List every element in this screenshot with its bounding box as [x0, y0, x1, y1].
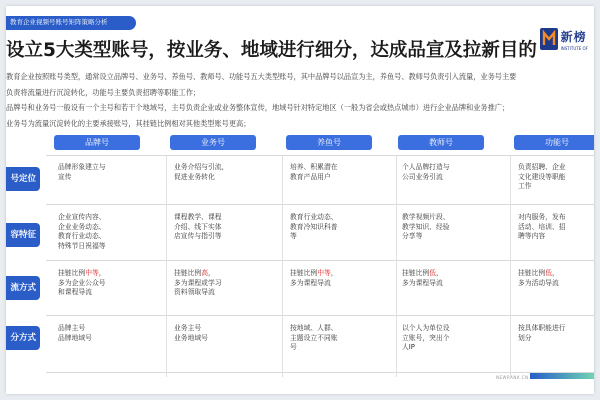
cell-text: 按地域、人群、 — [290, 324, 338, 332]
newrank-logo — [540, 28, 588, 51]
table-cell — [402, 213, 488, 242]
cell-line — [402, 232, 488, 242]
cell-line — [518, 163, 594, 173]
cell-line — [58, 288, 144, 298]
cell-line — [402, 213, 488, 223]
cell-text: 负责招聘、企业 — [518, 163, 566, 171]
logo-name: 新榜 — [560, 30, 587, 44]
cell-line — [518, 232, 594, 242]
cell-line — [174, 223, 260, 233]
table-cell — [402, 324, 488, 353]
cell-line — [402, 173, 488, 183]
cell-line — [518, 279, 594, 289]
table-cell — [518, 213, 594, 242]
cell-line — [174, 288, 260, 298]
cell-text: 等 — [290, 232, 297, 240]
cell-line — [174, 269, 260, 279]
cell-text: ， — [551, 269, 559, 277]
cell-text: 对内服务，发布 — [518, 213, 566, 221]
column-divider — [396, 155, 397, 377]
table-cell — [518, 324, 594, 343]
row-label: 流方式 — [6, 276, 40, 300]
highlight-ratio: 中等 — [85, 269, 99, 277]
cell-text: 品牌形象建立与 — [58, 163, 106, 171]
cell-line — [174, 163, 260, 173]
cell-text: 培养、积累潜在 — [290, 163, 338, 171]
column-divider — [510, 155, 511, 377]
table-cell — [174, 269, 260, 298]
cell-line — [174, 213, 260, 223]
table-cell — [290, 213, 376, 242]
column-header: 业务号 — [170, 135, 256, 150]
cell-line — [174, 232, 260, 242]
cell-text: 挂链比例 — [174, 269, 202, 277]
cell-line — [402, 223, 488, 233]
cell-line — [518, 213, 594, 223]
cell-line — [58, 334, 144, 344]
cell-line — [58, 163, 144, 173]
cell-line — [290, 232, 376, 242]
cell-text: 资料领取导流 — [174, 288, 215, 296]
cell-text: 教学知识、经验 — [402, 222, 450, 231]
table-cell — [174, 324, 260, 343]
cell-line — [58, 232, 144, 242]
cell-line — [518, 324, 594, 334]
cell-text: 企业宣传内容、 — [58, 213, 106, 221]
column-header: 品牌号 — [54, 135, 140, 150]
cell-text: 促进业务转化 — [174, 172, 215, 181]
cell-line — [402, 269, 488, 279]
table-cell — [290, 163, 376, 182]
table-cell — [290, 269, 376, 288]
cell-line — [518, 269, 594, 279]
header-label: 教育企业视频号账号矩阵策略分析 — [10, 18, 108, 26]
row-divider — [46, 260, 594, 261]
cell-text: 立账号，突出个 — [402, 333, 450, 342]
cell-line — [58, 242, 144, 252]
cell-text: 多为课程或学习 — [174, 278, 222, 287]
table-cell — [518, 269, 594, 288]
highlight-ratio: 高 — [201, 269, 208, 277]
cell-line — [58, 279, 144, 289]
cell-line — [174, 334, 260, 344]
cell-line — [518, 173, 594, 183]
cell-line — [58, 223, 144, 233]
column-header: 教师号 — [398, 135, 484, 150]
cell-text: 业务主号 — [174, 324, 202, 332]
cell-text: 教学视频片段、 — [402, 213, 450, 221]
paragraph-1: 教育企业按照账号类型，通常设立品牌号、业务号、养鱼号、教师号、功能号五大类型账号，其中品牌号以品宣为主，养鱼号、教师号负责引入流量，业务号主要 — [6, 72, 517, 81]
cell-text: 课程教学、课程 — [174, 213, 222, 221]
table-cell — [58, 269, 144, 298]
cell-line — [290, 343, 376, 353]
cell-line — [402, 343, 488, 353]
cell-line — [518, 223, 594, 233]
cell-line — [402, 279, 488, 289]
cell-line — [174, 173, 260, 183]
cell-line — [58, 173, 144, 183]
cell-text: 划分 — [518, 333, 532, 342]
cell-text: 教育产品用户 — [290, 172, 331, 181]
table-cell — [518, 163, 594, 192]
cell-line — [290, 324, 376, 334]
cell-line — [290, 223, 376, 233]
cell-text: 主题设立不同账 — [290, 333, 338, 342]
intro-paragraphs — [6, 72, 594, 134]
cell-text: 教育行业动态、 — [290, 213, 338, 221]
paragraph-4: 业务号为流量沉淀转化的主要承接账号，其挂链比例相对其他类型账号更高； — [6, 118, 251, 128]
slide — [6, 6, 594, 394]
row-divider — [46, 315, 594, 316]
cell-line — [402, 324, 488, 334]
cell-text: 多为课程导流 — [402, 278, 443, 287]
column-header: 养鱼号 — [286, 135, 372, 150]
cell-text: 活动、培训、招 — [518, 222, 566, 231]
cell-text: ， — [435, 269, 443, 277]
row-label: 容特征 — [6, 223, 40, 247]
highlight-ratio: 低 — [429, 269, 436, 277]
cell-line — [290, 269, 376, 279]
cell-text: 挂链比例 — [402, 269, 430, 277]
cell-text: ， — [330, 269, 338, 277]
cell-line — [58, 324, 144, 334]
cell-text: 业务介绍与引流， — [174, 163, 229, 171]
cell-text: 品牌主号 — [58, 324, 86, 332]
cell-text: 特殊节日祝福等 — [58, 241, 106, 250]
cell-line — [402, 334, 488, 344]
cell-text: 介绍、线下实体 — [174, 222, 222, 231]
cell-text: 个人品牌打造与 — [402, 163, 450, 171]
cell-line — [290, 279, 376, 289]
column-divider — [166, 155, 167, 377]
cell-line — [174, 279, 260, 289]
cell-line — [290, 173, 376, 183]
cell-line — [518, 182, 594, 192]
cell-text: 挂链比例 — [290, 269, 318, 277]
cell-line — [58, 213, 144, 223]
column-divider — [282, 155, 283, 377]
table-cell — [402, 163, 488, 182]
cell-line — [290, 213, 376, 223]
table-cell — [290, 324, 376, 353]
table-cell — [402, 269, 488, 288]
footer-bar — [530, 373, 594, 379]
cell-text: 多为企业公众号 — [58, 278, 106, 287]
table-cell — [58, 163, 144, 182]
cell-text: 挂链比例 — [58, 269, 86, 277]
table-cell — [58, 213, 144, 251]
logo-subtitle: INSTITUTE OF — [560, 46, 588, 51]
cell-line — [290, 334, 376, 344]
cell-line — [174, 324, 260, 334]
cell-text: 企业业务动态、 — [58, 222, 106, 231]
newrank-logo-icon — [540, 28, 558, 50]
table-cell — [58, 324, 144, 343]
cell-text: 多为活动导流 — [518, 278, 559, 287]
row-divider — [46, 372, 594, 373]
page-title: 设立5大类型账号，按业务、地域进行细分，达成品宣及拉新目的 — [6, 40, 537, 61]
cell-text: 聘等内容 — [518, 232, 546, 240]
table-cell — [174, 163, 260, 182]
footer-text: NEWRANK.CN — [496, 375, 529, 380]
cell-text: 工作 — [518, 182, 532, 190]
column-header: 功能号 — [514, 135, 594, 150]
cell-text: 号 — [290, 343, 297, 351]
cell-text: 教育行业动态、 — [58, 232, 106, 240]
cell-text: 多为课程导流 — [290, 278, 331, 287]
cell-text: ， — [98, 269, 106, 277]
cell-text: 人IP — [402, 343, 415, 351]
row-divider — [46, 204, 594, 205]
cell-text: 宣传 — [58, 172, 72, 181]
table-cell — [174, 213, 260, 242]
cell-line — [402, 163, 488, 173]
cell-line — [290, 163, 376, 173]
cell-text: 按具体职能进行 — [518, 324, 566, 332]
cell-text: 店宣传与指引等 — [174, 232, 222, 240]
cell-text: 分享等 — [402, 232, 423, 240]
paragraph-3: 品牌号和业务号一般设有一个主号和若干个地域号，主号负责企业或业务整体宣传，地域号针对特定地区（一般为省会或热点城市）进行企业品牌和业务推广； — [6, 103, 510, 112]
cell-text: 品牌地域号 — [58, 333, 92, 342]
paragraph-2: 负责将流量进行沉淀转化，功能号主要负责招聘等职能工作； — [6, 87, 201, 97]
cell-line — [518, 334, 594, 344]
cell-text: 业务地域号 — [174, 333, 208, 342]
cell-text: 以个人为单位设 — [402, 324, 450, 332]
cell-text: 和课程导流 — [58, 288, 92, 296]
row-label: 分方式 — [6, 326, 40, 350]
cell-text: 教育冷知识科普 — [290, 222, 338, 231]
row-divider — [46, 155, 594, 156]
row-label: 号定位 — [6, 167, 40, 191]
cell-text: ， — [207, 269, 215, 277]
highlight-ratio: 低 — [545, 269, 552, 277]
cell-text: 公司业务引流 — [402, 172, 443, 181]
cell-text: 挂链比例 — [518, 269, 546, 277]
highlight-ratio: 中等 — [317, 269, 331, 277]
cell-text: 文化建设等职能 — [518, 172, 566, 181]
cell-line — [58, 269, 144, 279]
